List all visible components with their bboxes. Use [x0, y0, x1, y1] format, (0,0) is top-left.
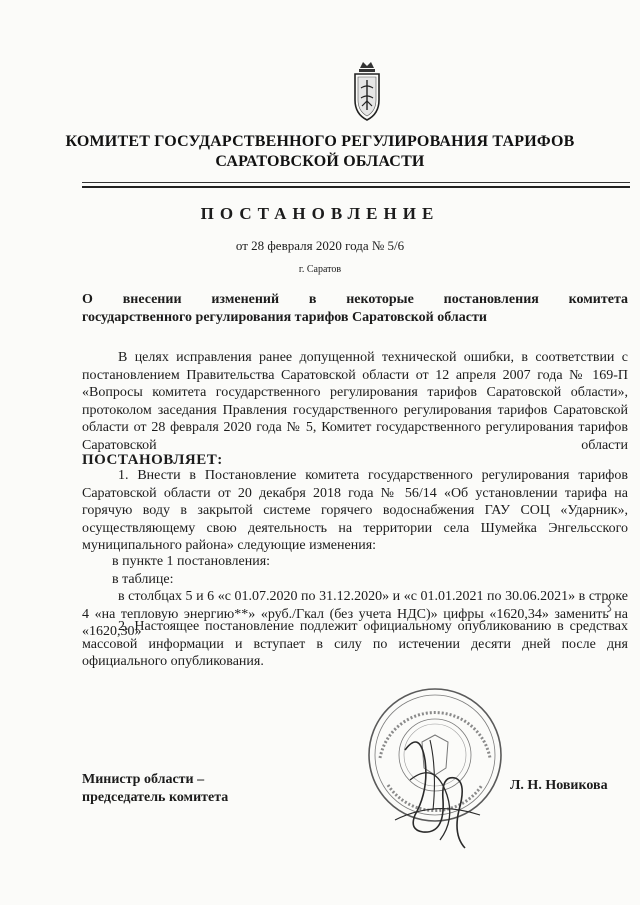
document-date-number: от 28 февраля 2020 года № 5/6 [235, 238, 405, 253]
header-divider-thick [82, 186, 630, 188]
signer-name: Л. Н. Новикова [510, 778, 608, 793]
committee-name-line2: САРАТОВСКОЙ ОБЛАСТИ [215, 153, 425, 170]
header-divider-thin [82, 182, 630, 183]
preamble-paragraph: В целях исправления ранее допущенной технической ошибки, в соответствии с постановлением Правительства Саратовской области от 12 апреля 2007 года № 169-П «Вопросы комитета государственного регулирования тарифов Саратовской области», протоколом заседания Правления государственного регулирования тарифов Саратовской области от 28 февраля 2020 года № 5, Комитет государственного регулирования тарифов Саратовской области [82, 350, 628, 453]
document-subject [82, 291, 628, 327]
signer-position-line1: Министр области – [82, 772, 205, 787]
document-city: г. Саратов [298, 264, 342, 275]
decree-word: ПОСТАНОВЛЯЕТ: [82, 452, 223, 468]
scan-mark-icon [604, 596, 618, 614]
signer-position-line2: председатель комитета [82, 790, 229, 805]
item-1-sub-table: в таблице: [112, 572, 174, 587]
item-1-change-detail: в столбцах 5 и 6 «с 01.07.2020 по 31.12.2020» и «с 01.01.2021 по 30.06.2021» в строке 4 «на тепловую энергию**» «руб./Гкал (без учета НДС)» цифры «1620,34» заменить на «1620,30» [82, 589, 628, 639]
item-1-paragraph: 1. Внести в Постановление комитета государственного регулирования тарифов Саратовской области от 20 декабря 2018 года № 56/14 «Об установлении тарифа на горячую воду в закрытой системе горячего водоснабжения ГАУ СОЦ «Ударник», осуществляющему свою деятельность на территории села Шумейка Энгельсского муниципального района» следующие изменения: [82, 468, 628, 553]
subject-line-2: государственного регулирования тарифов Саратовской области [82, 310, 487, 325]
subject-line-1: О внесении изменений в некоторые постановления комитета [82, 292, 628, 307]
signer-position [82, 771, 228, 807]
document-type-title: ПОСТАНОВЛЕНИЕ [200, 204, 440, 223]
committee-name-line1: КОМИТЕТ ГОСУДАРСТВЕННОГО РЕГУЛИРОВАНИЯ ТАРИФОВ [65, 133, 575, 150]
handwritten-signature-icon [385, 720, 495, 860]
item-1-sub-point: в пункте 1 постановления: [112, 554, 271, 569]
coat-of-arms-icon [350, 60, 384, 130]
item-2-paragraph: 2. Настоящее постановление подлежит официальному опубликованию в средствах массовой информации и вступает в силу по истечении десяти дней после дня официального опубликования. [82, 619, 628, 669]
